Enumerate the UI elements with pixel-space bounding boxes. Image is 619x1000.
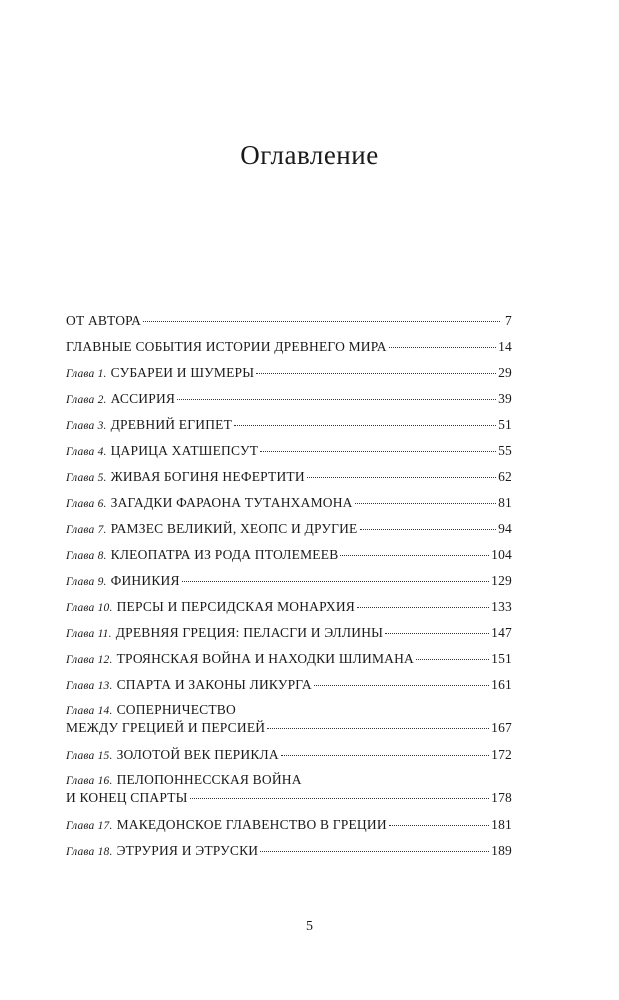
- chapter-label: Глава 4.: [66, 446, 107, 458]
- toc-entry[interactable]: [66, 364, 512, 380]
- chapter-label: Глава 11.: [66, 628, 112, 640]
- dot-leader: [260, 439, 496, 452]
- toc-entry[interactable]: [66, 624, 512, 640]
- chapter-label: Глава 1.: [66, 368, 107, 380]
- chapter-label: Глава 7.: [66, 524, 107, 536]
- entry-title-continued: МЕЖДУ ГРЕЦИЕЙ И ПЕРСИЕЙ: [66, 720, 266, 735]
- entry-title: ГЛАВНЫЕ СОБЫТИЯ ИСТОРИИ ДРЕВНЕГО МИРА: [66, 339, 387, 354]
- chapter-label: Глава 8.: [66, 550, 107, 562]
- entry-page: 133: [491, 599, 512, 614]
- entry-title: СОПЕРНИЧЕСТВО: [116, 702, 236, 717]
- toc-entry[interactable]: [66, 772, 512, 806]
- dot-leader: [340, 543, 489, 556]
- entry-title: КЛЕОПАТРА ИЗ РОДА ПТОЛЕМЕЕВ: [110, 547, 339, 562]
- entry-page: 129: [491, 573, 512, 588]
- dot-leader: [389, 335, 496, 348]
- dot-leader: [143, 309, 500, 322]
- toc-entry[interactable]: [66, 842, 512, 858]
- entry-page: 7: [505, 313, 512, 328]
- entry-title: СПАРТА И ЗАКОНЫ ЛИКУРГА: [116, 677, 312, 692]
- page-title: Оглавление: [240, 140, 379, 170]
- entry-page: 29: [498, 365, 512, 380]
- chapter-label: Глава 17.: [66, 820, 113, 832]
- toc-entry[interactable]: [66, 816, 512, 832]
- toc-entry[interactable]: [66, 468, 512, 484]
- dot-leader: [355, 491, 496, 504]
- entry-page: 14: [498, 339, 512, 354]
- entry-title: ДРЕВНЯЯ ГРЕЦИЯ: ПЕЛАСГИ И ЭЛЛИНЫ: [115, 625, 384, 640]
- toc-entry[interactable]: [66, 416, 512, 432]
- entry-title: ДРЕВНИЙ ЕГИПЕТ: [110, 417, 233, 432]
- toc-entry[interactable]: [66, 676, 512, 692]
- dot-leader: [260, 839, 489, 852]
- toc-entry[interactable]: [66, 520, 512, 536]
- entry-page: 94: [498, 521, 512, 536]
- dot-leader: [256, 361, 496, 374]
- entry-title-continued: И КОНЕЦ СПАРТЫ: [66, 790, 188, 805]
- chapter-label: Глава 6.: [66, 498, 107, 510]
- chapter-label: Глава 16.: [66, 775, 113, 787]
- chapter-label: Глава 14.: [66, 705, 113, 717]
- entry-page: 172: [491, 747, 512, 762]
- dot-leader: [267, 716, 489, 729]
- entry-title: ЗОЛОТОЙ ВЕК ПЕРИКЛА: [116, 747, 279, 762]
- entry-title: ТРОЯНСКАЯ ВОЙНА И НАХОДКИ ШЛИМАНА: [116, 651, 415, 666]
- entry-page: 147: [491, 625, 512, 640]
- dot-leader: [190, 786, 489, 799]
- chapter-label: Глава 18.: [66, 846, 113, 858]
- dot-leader: [357, 595, 489, 608]
- entry-title: ЦАРИЦА ХАТШЕПСУТ: [110, 443, 259, 458]
- toc-entry[interactable]: [66, 442, 512, 458]
- dot-leader: [281, 743, 489, 756]
- entry-page: 104: [491, 547, 512, 562]
- chapter-label: Глава 12.: [66, 654, 113, 666]
- table-of-contents: [66, 312, 512, 868]
- entry-title: МАКЕДОНСКОЕ ГЛАВЕНСТВО В ГРЕЦИИ: [116, 817, 387, 832]
- toc-entry[interactable]: [66, 546, 512, 562]
- entry-page: 51: [498, 417, 512, 432]
- entry-page: 181: [491, 817, 512, 832]
- entry-page: 39: [498, 391, 512, 406]
- chapter-label: Глава 10.: [66, 602, 113, 614]
- entry-page: 62: [498, 469, 512, 484]
- toc-entry[interactable]: [66, 390, 512, 406]
- entry-title: СУБАРЕИ И ШУМЕРЫ: [110, 365, 255, 380]
- chapter-label: Глава 2.: [66, 394, 107, 406]
- entry-title: ПЕЛОПОННЕССКАЯ ВОЙНА: [116, 772, 302, 787]
- dot-leader: [360, 517, 497, 530]
- toc-entry[interactable]: [66, 572, 512, 588]
- entry-title: ЭТРУРИЯ И ЭТРУСКИ: [116, 843, 259, 858]
- chapter-label: Глава 13.: [66, 680, 113, 692]
- toc-entry[interactable]: [66, 702, 512, 736]
- entry-title: ЗАГАДКИ ФАРАОНА ТУТАНХАМОНА: [110, 495, 353, 510]
- toc-entry[interactable]: [66, 598, 512, 614]
- entry-title: РАМЗЕС ВЕЛИКИЙ, ХЕОПС И ДРУГИЕ: [110, 521, 358, 536]
- entry-page: 178: [491, 790, 512, 805]
- entry-title: ФИНИКИЯ: [110, 573, 180, 588]
- dot-leader: [389, 813, 489, 826]
- dot-leader: [416, 647, 489, 660]
- toc-entry[interactable]: [66, 338, 512, 354]
- toc-entry[interactable]: [66, 494, 512, 510]
- chapter-label: Глава 9.: [66, 576, 107, 588]
- entry-title: АССИРИЯ: [110, 391, 176, 406]
- dot-leader: [234, 413, 496, 426]
- dot-leader: [307, 465, 496, 478]
- entry-page: 151: [491, 651, 512, 666]
- entry-page: 81: [498, 495, 512, 510]
- entry-page: 167: [491, 720, 512, 735]
- chapter-label: Глава 3.: [66, 420, 107, 432]
- toc-entry[interactable]: [66, 746, 512, 762]
- entry-title: ЖИВАЯ БОГИНЯ НЕФЕРТИТИ: [110, 469, 305, 484]
- entry-title: ПЕРСЫ И ПЕРСИДСКАЯ МОНАРХИЯ: [116, 599, 355, 614]
- dot-leader: [314, 673, 489, 686]
- entry-title: ОТ АВТОРА: [66, 313, 142, 328]
- toc-entry[interactable]: [66, 650, 512, 666]
- chapter-label: Глава 15.: [66, 750, 113, 762]
- toc-entry[interactable]: [66, 312, 512, 328]
- chapter-label: Глава 5.: [66, 472, 107, 484]
- page-number: 5: [306, 919, 313, 934]
- entry-page: 55: [498, 443, 512, 458]
- entry-page: 161: [491, 677, 512, 692]
- entry-page: 189: [491, 843, 512, 858]
- dot-leader: [177, 387, 496, 400]
- dot-leader: [182, 569, 489, 582]
- dot-leader: [385, 621, 489, 634]
